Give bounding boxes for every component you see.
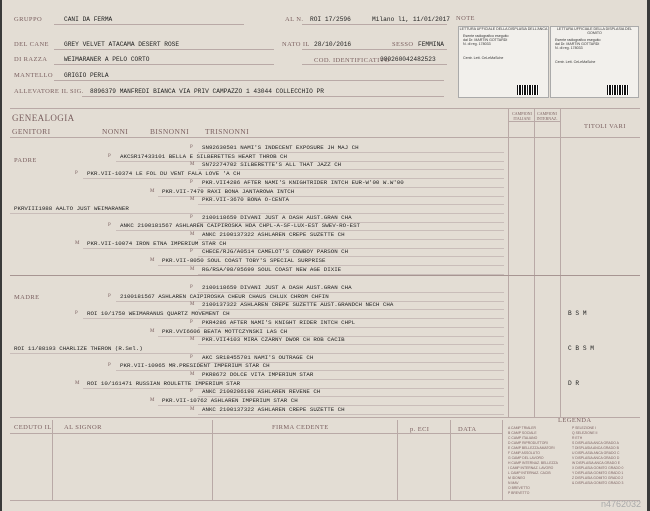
- legend-item: Q SELEZIONE II: [572, 431, 598, 435]
- legend-item: L CAMP INTERNAZ. CACIB: [508, 471, 551, 475]
- pedigree-entry: ANKC 2100181567 ASHLAREN CAIPIROSKA HDA CHPL-A-SF-LUX-EST SWEV-RO-EST: [120, 222, 361, 230]
- pedigree-entry: RG/RSA/98/05699 SOUL COAST NEW AGE DIXIE: [202, 265, 342, 273]
- parent-tag: P: [190, 179, 194, 185]
- parent-tag: P: [190, 389, 194, 395]
- pedigree-certificate: [2, 0, 647, 511]
- pedigree-entry: PKR8672 DOLCE VITA IMPERIUM STAR: [202, 371, 314, 378]
- col-bisnonni: BISNONNI: [150, 127, 190, 136]
- legend-item: G CAMP DEL LAVORO: [508, 456, 544, 460]
- madre-label: MADRE: [14, 294, 40, 301]
- allevatore-label: ALLEVATORE IL SIG.: [14, 88, 84, 95]
- corner-code: n4762032: [600, 499, 641, 509]
- parent-tag: P: [75, 311, 79, 317]
- del-cane-label: DEL CANE: [14, 41, 49, 48]
- parent-tag: P: [190, 214, 194, 220]
- legend-item: D CAMP RIPRODUTTORI: [508, 441, 548, 445]
- pedigree-entry: SN92630501 NAMI'S INDECENT EXPOSURE JH MAJ CH: [202, 144, 359, 151]
- pedigree-entry: 2100181567 ASHLAREN CAIPIROSKA CHEUR CHAUS CHLUX CHROM CHFIN: [120, 292, 329, 300]
- gruppo-label: GRUPPO: [14, 16, 43, 23]
- col-titoli-vari: TITOLI VARI: [584, 123, 626, 130]
- legend-item: P SELEZIONE I: [572, 426, 597, 430]
- parent-tag: M: [190, 197, 195, 203]
- row-rule: [198, 204, 504, 205]
- gruppo-value: CANI DA FERMA: [64, 16, 113, 23]
- parent-tag: M: [150, 398, 155, 404]
- parent-tag: P: [108, 363, 112, 369]
- parent-tag: M: [150, 258, 155, 264]
- parent-tag: P: [190, 319, 194, 325]
- parent-tag: M: [190, 302, 195, 308]
- legend-item: I CAMP INTERNAZ. LAVORO: [508, 466, 554, 470]
- stamp-title: LETTURA UFFICIALE DELLA DISPLASIA DELL'ANCA: [459, 27, 548, 31]
- pedigree-entry: ANKC 2100137322 ASHLAREN CREPE SUZETTE CH: [202, 231, 345, 238]
- col-trisnonni: TRISNONNI: [205, 127, 250, 136]
- parent-tag: M: [75, 240, 80, 246]
- pedigree-entry: PKR.VII-10374 LE FOL DU VENT FALA LOVE 'A CH: [87, 170, 241, 178]
- legend-item: M IDONEO: [508, 476, 526, 480]
- elbow-dysplasia-stamp: LETTURA UFFICIALE DELLA DISPLASIA DEL GOMITO Esente radiografico eseguito dal Dr. MARTIN GOTTARDI N. di reg. 178033 Centr. Lett. CeLeMaSche: [550, 26, 639, 98]
- parent-tag: M: [190, 162, 195, 168]
- parent-tag: M: [75, 380, 80, 386]
- parent-tag: P: [108, 223, 112, 229]
- razza-value: WEIMARANER A PELO CORTO: [64, 56, 150, 63]
- legend-item: S DISPLASIA ANCA GRADO A: [572, 441, 619, 445]
- legend-item: A CAMP TRIALER: [508, 426, 536, 430]
- legend-item: X DISPLASIA GOMITO GRADO 0: [572, 466, 624, 470]
- al-n-label: AL N.: [285, 16, 304, 23]
- col-campioni-internaz: CAMPIONI INTERNAZ.: [536, 111, 558, 121]
- barcode-icon: [517, 85, 539, 95]
- mantello-value: GRIGIO PERLA: [64, 72, 109, 79]
- legend-item: C CAMP ITALIANO: [508, 436, 538, 440]
- legend-item: U DISPLASIA ANCA GRADO C: [572, 451, 620, 455]
- data-label: DATA: [458, 426, 477, 433]
- pedigree-entry: PKR.VVI6606 BEATA MOTTCZYNSKI LAS CH: [162, 327, 288, 335]
- pedigree-entry: ANKC 2100206198 ASHLAREN REVENE CH: [202, 388, 321, 396]
- parent-tag: M: [190, 232, 195, 237]
- legend-item: W DISPLASIA ANCA GRADO E: [572, 461, 621, 465]
- pedigree-entry: PKR4286 AFTER NAMI'S KNIGHT RIDER INTCH CHPL: [202, 318, 356, 326]
- legend-item: E CAMP BELLEZZA AMATORI: [508, 446, 555, 450]
- p-eci-label: p. ECI: [410, 426, 430, 433]
- pedigree-entry: PKR.VII-7479 RAXI BONA JANTAROWA INTCH: [162, 187, 295, 195]
- legend-item: N MAV: [508, 481, 519, 485]
- cod-value: 380260042482523: [380, 56, 436, 63]
- razza-label: DI RAZZA: [14, 56, 48, 63]
- row-rule: [198, 414, 504, 415]
- mantello-label: MANTELLO: [14, 72, 53, 79]
- pedigree-entry: PKR.VII-3670 BONA O-CENTA: [202, 196, 289, 204]
- pedigree-entry: ROI 11/88193 CHARLIZE THERON (R.Sel.): [14, 344, 143, 352]
- del-cane-value: GREY VELVET ATACAMA DESERT ROSE: [64, 41, 180, 48]
- al-n-value: ROI 17/2596: [310, 16, 351, 23]
- legend-item: Z DISPLASIA GOMITO GRADO 2: [572, 476, 624, 480]
- legend-item: T DISPLASIA ANCA GRADO B: [572, 446, 619, 450]
- pedigree-entry: CHECE/RJG/A0514 CAMELOT'S COWBOY PARSON CH: [202, 248, 349, 256]
- row-rule: [198, 379, 504, 380]
- pedigree-entry: PKR.VII-10965 MR.PRESIDENT IMPERIUM STAR CH: [120, 362, 270, 370]
- pedigree-entry: PKR.VII-10762 ASHLAREN IMPERIUM STAR CH: [162, 397, 298, 405]
- legend-item: Y DISPLASIA GOMITO GRADO 1: [572, 471, 624, 475]
- titoli-value: C B S M: [568, 344, 594, 352]
- col-campioni-italiani: CAMPIONI ITALIANI: [512, 111, 532, 121]
- place-date: Milano li, 11/01/2017: [372, 16, 450, 23]
- ceduto-il-label: CEDUTO IL: [14, 424, 52, 431]
- parent-tag: P: [190, 145, 194, 150]
- legend-item: R ETH: [572, 436, 583, 440]
- pedigree-entry: 2100137322 ASHLAREN CREPE SUZETTE AUST.GRANDCH NECH CHA: [202, 301, 394, 309]
- legend-item: & DISPLASIA GOMITO GRADO 3: [572, 481, 624, 485]
- genealogia-title: GENEALOGIA: [12, 113, 75, 123]
- legend-item: V DISPLASIA ANCA GRADO D: [572, 456, 620, 460]
- row-rule: [198, 239, 504, 240]
- row-rule: [198, 274, 504, 275]
- hip-dysplasia-stamp: LETTURA UFFICIALE DELLA DISPLASIA DELL'ANCA Esente radiografico eseguito dal Dr. MARTIN GOTTARDI N. di reg. 178033 Centr. Lett. CeLeMaSche: [458, 26, 549, 98]
- parent-tag: M: [150, 188, 155, 194]
- row-rule: [198, 344, 504, 345]
- al-signor-label: AL SIGNOR: [64, 424, 102, 431]
- parent-tag: P: [190, 285, 194, 290]
- legenda-label: LEGENDA: [558, 417, 592, 424]
- pedigree-entry: 2100118659 DIVANI JUST A DASH AUST.GRAN CHA: [202, 284, 352, 291]
- parent-tag: M: [190, 266, 195, 272]
- titoli-value: B S M: [568, 310, 587, 318]
- parent-tag: P: [108, 293, 112, 299]
- cod-label: COD. IDENTIFICATIVO: [314, 57, 390, 64]
- sesso-value: FEMMINA: [418, 41, 444, 48]
- parent-tag: M: [150, 328, 155, 334]
- col-nonni: NONNI: [102, 127, 129, 136]
- pedigree-entry: SN72274702 SILBERETTE'S ALL THAT JAZZ CH: [202, 161, 342, 169]
- pedigree-entry: PKRVIII1988 AALTO JUST WEIMARANER: [14, 204, 129, 212]
- parent-tag: P: [190, 249, 194, 255]
- firma-cedente-label: FIRMA CEDENTE: [272, 424, 329, 431]
- pedigree-entry: PKR.VII-10074 IRON ETNA IMPERIUM STAR CH: [87, 239, 227, 247]
- sesso-label: SESSO: [392, 41, 414, 48]
- legend-item: F CAMP ASSOLUTO: [508, 451, 540, 455]
- nato-il-value: 28/10/2016: [314, 41, 352, 48]
- parent-tag: M: [190, 337, 195, 343]
- parent-tag: P: [75, 171, 79, 177]
- parent-tag: P: [190, 354, 194, 360]
- note-label: NOTE: [456, 15, 475, 22]
- legend-item: P BREVETTO: [508, 491, 530, 495]
- col-genitori: GENITORI: [12, 127, 51, 136]
- pedigree-entry: ANKC 2100137322 ASHLAREN CREPE SUZETTE CH: [202, 405, 345, 413]
- pedigree-entry: PKR.VII4286 AFTER NAMI'S KNIGHTRIDER INTCH EUR-W'00 W.W'00: [202, 178, 404, 186]
- titoli-value: D R: [568, 379, 580, 387]
- stamp-title: LETTURA UFFICIALE DELLA DISPLASIA DEL GOMITO: [556, 27, 633, 35]
- pedigree-entry: PKR.VII4103 MIRA CZARNY DWOR CH ROB CACIB: [202, 336, 345, 344]
- pedigree-entry: ROI 10/161471 RUSSIAN ROULETTE IMPERIUM STAR: [87, 379, 241, 387]
- pedigree-entry: AKCSR17433101 BELLA E SILBERETTES HEART THROB CH: [120, 152, 287, 160]
- row-rule: [198, 309, 504, 310]
- legend-item: O BREVETTO: [508, 486, 530, 490]
- allevatore-value: 8896379 MANFREDI BIANCA VIA PRIV CAMPAZZO 1 43044 COLLECCHIO PR: [90, 88, 324, 95]
- legend-item: H CAMP INTERNAZ. BELLEZZA: [508, 461, 558, 465]
- parent-tag: M: [190, 406, 195, 412]
- pedigree-entry: AKC SR18455701 NAMI'S OUTRAGE CH: [202, 353, 314, 361]
- pedigree-entry: PKR.VII-8050 SOUL COAST TOBY'S SPECIAL SURPRISE: [162, 257, 326, 265]
- padre-label: PADRE: [14, 157, 37, 164]
- pedigree-entry: ROI 10/1750 WEIMARANUS QUARTZ MOVEMENT CH: [87, 310, 230, 318]
- parent-tag: M: [190, 372, 195, 377]
- row-rule: [198, 169, 504, 170]
- nato-il-label: NATO IL: [282, 41, 310, 48]
- pedigree-entry: 2100118659 DIVANI JUST A DASH AUST.GRAN CHA: [202, 213, 352, 221]
- barcode-icon: [607, 85, 629, 95]
- parent-tag: P: [108, 153, 112, 159]
- legend-item: B CAMP SOCIALE: [508, 431, 537, 435]
